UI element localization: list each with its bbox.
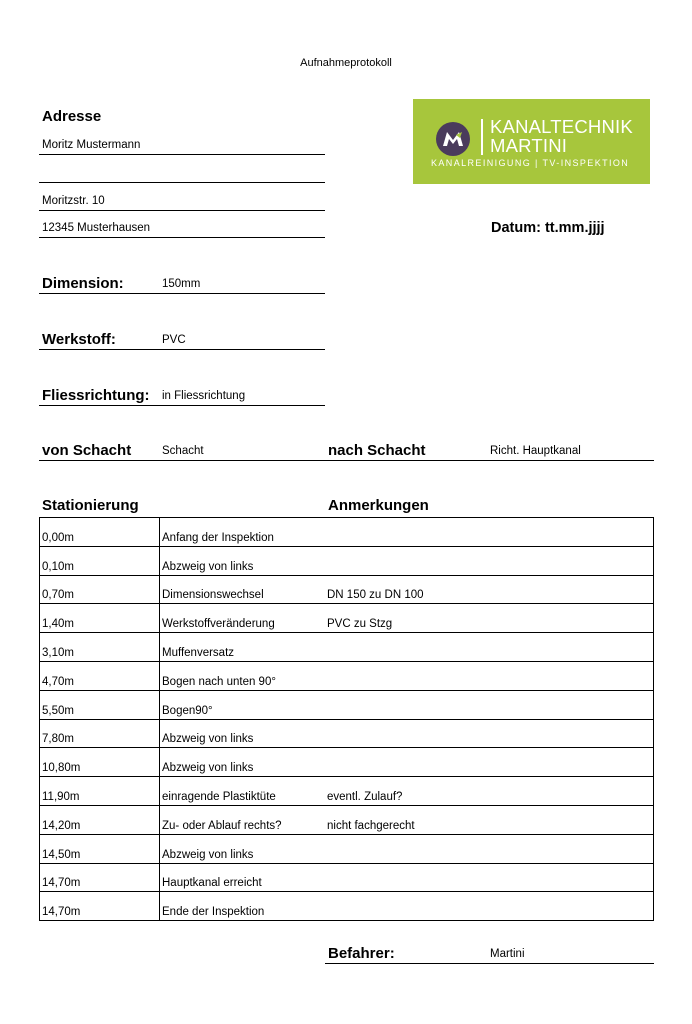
driver-label: Befahrer: bbox=[328, 945, 395, 962]
driver-value: Martini bbox=[490, 948, 525, 960]
event-cell: Abzweig von links bbox=[160, 719, 326, 748]
note-cell bbox=[325, 546, 654, 575]
note-cell bbox=[325, 690, 654, 719]
station-cell: 14,50m bbox=[40, 834, 160, 863]
flow-line bbox=[39, 405, 325, 406]
note-cell bbox=[325, 719, 654, 748]
table-row bbox=[40, 604, 654, 633]
station-cell: 10,80m bbox=[40, 748, 160, 777]
table-row bbox=[40, 518, 654, 547]
station-cell: 0,70m bbox=[40, 575, 160, 604]
event-cell: Werkstoffveränderung bbox=[160, 604, 326, 633]
document-title: Aufnahmeprotokoll bbox=[300, 57, 392, 69]
table-row bbox=[40, 863, 654, 892]
table-row bbox=[40, 892, 654, 921]
table-row bbox=[40, 748, 654, 777]
station-cell: 4,70m bbox=[40, 661, 160, 690]
address-street-line bbox=[39, 210, 325, 211]
shaft-line bbox=[39, 460, 654, 461]
address-city: 12345 Musterhausen bbox=[42, 222, 151, 234]
company-logo bbox=[413, 99, 650, 184]
event-cell: Hauptkanal erreicht bbox=[160, 863, 326, 892]
material-value: PVC bbox=[162, 334, 186, 346]
note-cell bbox=[325, 661, 654, 690]
event-cell: Bogen nach unten 90° bbox=[160, 661, 326, 690]
station-column-header: Stationierung bbox=[42, 497, 139, 514]
table-row bbox=[40, 690, 654, 719]
logo-brand-line1: KANALTECHNIK bbox=[490, 116, 633, 137]
note-cell bbox=[325, 892, 654, 921]
table-row bbox=[40, 834, 654, 863]
note-cell: DN 150 zu DN 100 bbox=[325, 575, 654, 604]
date-field: Datum: tt.mm.jjjj bbox=[491, 220, 605, 236]
to-shaft-label: nach Schacht bbox=[328, 442, 426, 459]
address-street: Moritzstr. 10 bbox=[42, 195, 105, 207]
station-cell: 14,20m bbox=[40, 805, 160, 834]
station-cell: 5,50m bbox=[40, 690, 160, 719]
to-shaft-value: Richt. Hauptkanal bbox=[490, 445, 581, 457]
inspection-table bbox=[39, 517, 654, 921]
event-cell: Muffenversatz bbox=[160, 633, 326, 662]
station-cell: 0,10m bbox=[40, 546, 160, 575]
address-name: Moritz Mustermann bbox=[42, 139, 141, 151]
station-cell: 14,70m bbox=[40, 863, 160, 892]
note-cell bbox=[325, 748, 654, 777]
note-cell: eventl. Zulauf? bbox=[325, 777, 654, 806]
material-label: Werkstoff: bbox=[42, 331, 116, 348]
table-row bbox=[40, 719, 654, 748]
from-shaft-label: von Schacht bbox=[42, 442, 132, 459]
event-cell: Anfang der Inspektion bbox=[160, 518, 326, 547]
event-cell: Abzweig von links bbox=[160, 546, 326, 575]
from-shaft-value: Schacht bbox=[162, 445, 204, 457]
material-line bbox=[39, 349, 325, 350]
dimension-line bbox=[39, 293, 325, 294]
dimension-value: 150mm bbox=[162, 278, 201, 290]
table-row bbox=[40, 575, 654, 604]
notes-column-header: Anmerkungen bbox=[328, 497, 429, 514]
note-cell bbox=[325, 633, 654, 662]
station-cell: 1,40m bbox=[40, 604, 160, 633]
event-cell: Abzweig von links bbox=[160, 834, 326, 863]
address-line2-line bbox=[39, 182, 325, 183]
address-heading: Adresse bbox=[42, 108, 102, 125]
logo-separator bbox=[481, 119, 483, 155]
station-cell: 14,70m bbox=[40, 892, 160, 921]
event-cell: Dimensionswechsel bbox=[160, 575, 326, 604]
table-row bbox=[40, 661, 654, 690]
event-cell: Ende der Inspektion bbox=[160, 892, 326, 921]
event-cell: Zu- oder Ablauf rechts? bbox=[160, 805, 326, 834]
address-name-line bbox=[39, 154, 325, 155]
dimension-label: Dimension: bbox=[42, 275, 124, 292]
logo-tagline: KANALREINIGUNG | TV-INSPEKTION bbox=[431, 158, 630, 168]
table-row bbox=[40, 546, 654, 575]
flow-value: in Fliessrichtung bbox=[162, 390, 246, 402]
note-cell: nicht fachgerecht bbox=[325, 805, 654, 834]
table-row bbox=[40, 633, 654, 662]
note-cell bbox=[325, 863, 654, 892]
note-cell bbox=[325, 518, 654, 547]
note-cell: PVC zu Stzg bbox=[325, 604, 654, 633]
table-row bbox=[40, 805, 654, 834]
driver-line bbox=[325, 963, 654, 964]
table-row bbox=[40, 777, 654, 806]
station-cell: 11,90m bbox=[40, 777, 160, 806]
event-cell: einragende Plastiktüte bbox=[160, 777, 326, 806]
station-cell: 0,00m bbox=[40, 518, 160, 547]
station-cell: 3,10m bbox=[40, 633, 160, 662]
flow-label: Fliessrichtung: bbox=[42, 387, 150, 404]
logo-mark-icon bbox=[435, 121, 471, 157]
logo-brand-line2: MARTINI bbox=[490, 135, 568, 156]
event-cell: Abzweig von links bbox=[160, 748, 326, 777]
event-cell: Bogen90° bbox=[160, 690, 326, 719]
station-cell: 7,80m bbox=[40, 719, 160, 748]
address-city-line bbox=[39, 237, 325, 238]
note-cell bbox=[325, 834, 654, 863]
